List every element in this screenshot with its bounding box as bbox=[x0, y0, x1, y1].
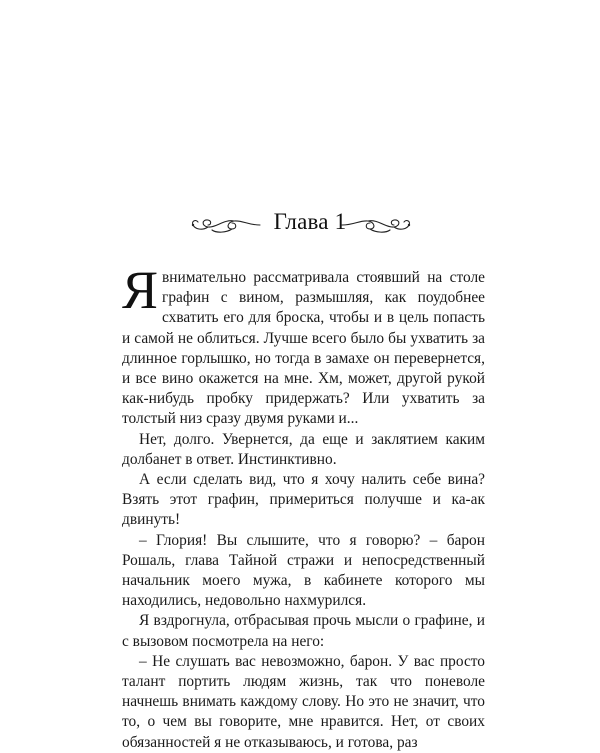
paragraph-4: – Глория! Вы слышите, что я говорю? – барон Рошаль, глава Тайной стражи и непосредственный начальник моего мужа, в кабинете которого мы находились, недовольно нахмурился. bbox=[122, 531, 485, 610]
paragraph-1 bbox=[122, 260, 485, 430]
drop-cap: Я bbox=[122, 260, 159, 320]
paragraph-3: А если сделать вид, что я хочу налить себе вина? Взять этот графин, примериться получше и ка-ак двинуть! bbox=[122, 471, 485, 529]
chapter-title: Глава 1 bbox=[273, 209, 347, 234]
paragraph-2: Нет, долго. Увернется, да еще и заклятием каким долбанет в ответ. Инстинктивно. bbox=[122, 430, 485, 468]
left-flourish-ornament bbox=[190, 213, 262, 237]
chapter-text bbox=[122, 260, 485, 753]
chapter-header bbox=[0, 205, 600, 245]
paragraph-6: – Не слушать вас невозможно, барон. У вас просто талант портить людям жизнь, так что поневоле начнешь внимать каждому слову. Но это не значит, что то, о чем вы говорите, мне нравится. Нет, от своих обязанностей я не отказываюсь, и готова, раз bbox=[122, 652, 485, 751]
right-flourish-ornament bbox=[340, 213, 412, 237]
paragraph-1-text: внимательно рассматривала стоявший на столе графин с вином, размышляя, как поудобнее схватить его для броска, чтобы и в цель попасть и самой не облиться. Лучше всего было бы ухватить за длинное горлышко, но тогда в замахе он перевернется, и все вино окажется на мне. Хм, может, другой рукой как-нибудь пробку придержать? Или ухватить за толстый низ сразу двумя руками и... bbox=[122, 269, 485, 428]
paragraph-5: Я вздрогнула, отбрасывая прочь мысли о графине, и с вызовом посмотрела на него: bbox=[122, 612, 485, 650]
